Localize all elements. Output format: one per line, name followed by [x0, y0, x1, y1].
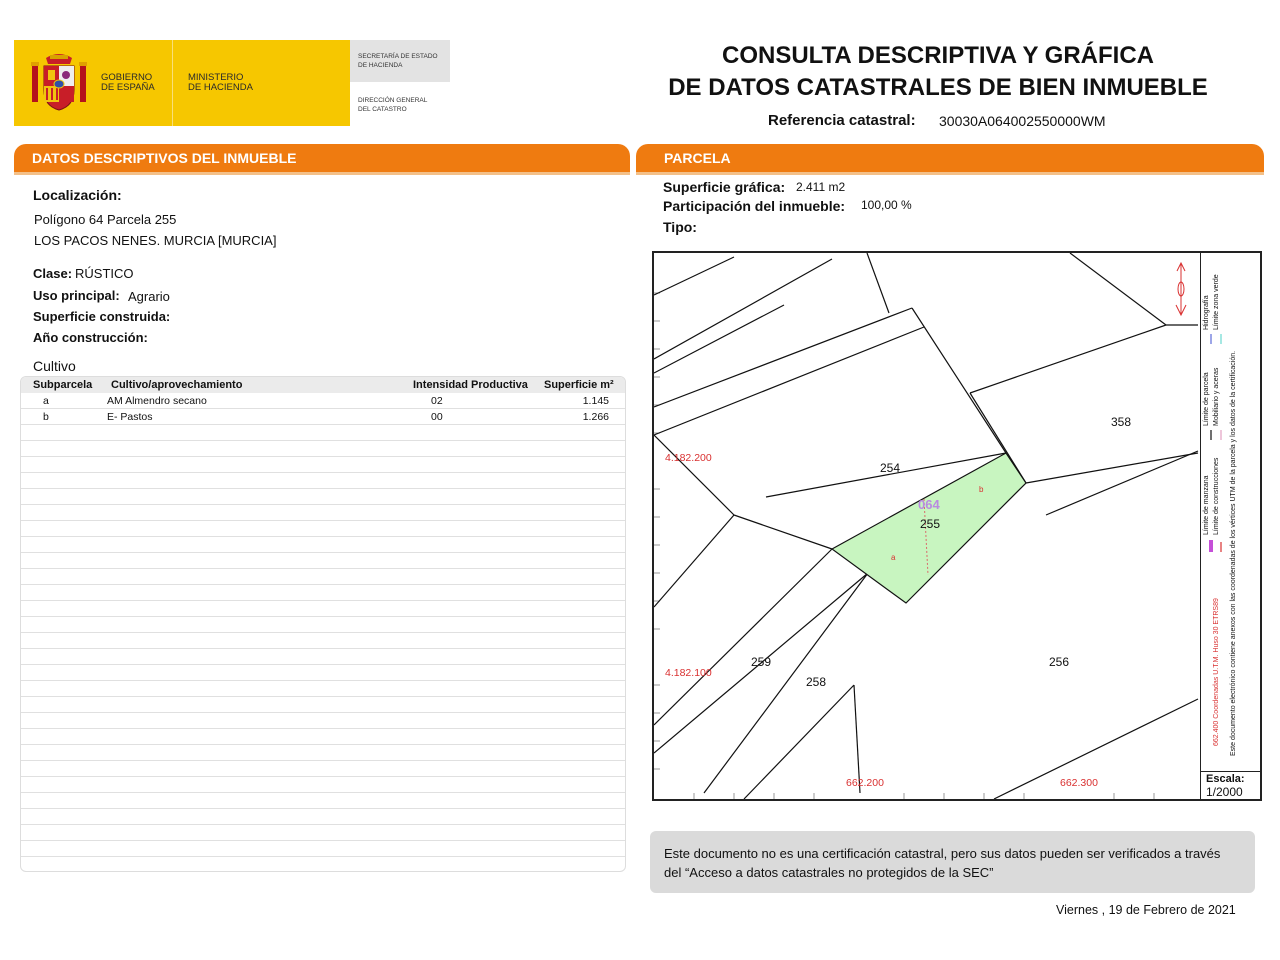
y-coord-lower: 4.182.100	[665, 667, 712, 679]
table-row	[21, 425, 625, 441]
table-row	[21, 505, 625, 521]
scale-box	[1200, 771, 1260, 799]
clase-label: Clase:	[33, 266, 73, 281]
datos-descriptivos-title-strong: INMUEBLE	[223, 150, 297, 166]
parcel-label-256: 256	[1049, 655, 1070, 669]
cultivo-table	[20, 376, 626, 872]
electronic-document-note: Este documento electrónico contiene anexos con las coordenadas de los vértices UTM de la parcela y los datos de la certificación.	[1230, 350, 1237, 756]
document-title	[650, 40, 1226, 104]
header-subparcela: Subparcela	[33, 379, 93, 391]
datos-descriptivos-title: DATOS DESCRIPTIVOS DEL	[32, 150, 224, 166]
legend-limite-parcela: Límite de parcela	[1203, 372, 1210, 426]
table-row	[21, 841, 625, 857]
participacion-value: 100,00 %	[861, 198, 912, 212]
parcel-map	[652, 251, 1262, 801]
polygon-label: 064	[918, 497, 940, 512]
parcel-map-drawing	[654, 253, 1260, 799]
subparcel-a-label: a	[891, 553, 896, 562]
table-row	[21, 601, 625, 617]
table-row	[21, 777, 625, 793]
table-row	[21, 489, 625, 505]
cell-superficie: 1.266	[582, 411, 609, 423]
superficie-construida-label: Superficie construida:	[33, 309, 171, 324]
reference-value: 30030A064002550000WM	[939, 113, 1106, 129]
table-row	[21, 585, 625, 601]
table-row	[21, 761, 625, 777]
header-superficie: Superficie m²	[544, 379, 614, 391]
anio-construccion-label: Año construcción:	[33, 330, 148, 345]
table-row	[21, 617, 625, 633]
north-arrow-icon	[1176, 263, 1186, 315]
title-line-1: CONSULTA DESCRIPTIVA Y GRÁFICA	[721, 42, 1155, 69]
parcel-label-258: 258	[806, 675, 827, 689]
table-row	[21, 729, 625, 745]
legend-limite-construcciones: Límite de construcciones	[1213, 457, 1220, 535]
legend-mobiliario-aceras: Mobiliario y aceras	[1213, 367, 1220, 426]
superficie-grafica-label: Superficie gráfica:	[663, 179, 786, 195]
table-row	[21, 825, 625, 841]
cell-cultivo: AM Almendro secano	[107, 395, 207, 407]
table-row	[21, 793, 625, 809]
scale-label: Escala:	[1206, 773, 1245, 785]
parcel-label-254: 254	[880, 461, 901, 475]
cell-subparcela: b	[43, 411, 49, 423]
gobierno-espana-label: GOBIERNO DE ESPAÑA	[101, 72, 155, 93]
table-row	[21, 633, 625, 649]
legend-limite-zona-verde: Límite zona verde	[1213, 274, 1220, 330]
cell-superficie: 1.145	[582, 395, 609, 407]
coat-of-arms-icon	[28, 52, 90, 114]
table-row	[21, 457, 625, 473]
table-row	[21, 745, 625, 761]
address-line-1: Polígono 64 Parcela 255	[34, 212, 177, 227]
bar-underline	[14, 172, 630, 175]
table-row	[21, 553, 625, 569]
table-row	[21, 569, 625, 585]
x-coord-left: 662.200	[846, 777, 884, 789]
datos-descriptivos-bar	[14, 144, 630, 172]
ministerio-hacienda-label: MINISTERIO DE HACIENDA	[188, 72, 253, 93]
uso-principal-label: Uso principal:	[33, 288, 120, 303]
title-line-2: DE DATOS CATASTRALES DE BIEN INMUEBLE	[668, 74, 1208, 101]
cell-intensidad: 02	[431, 395, 443, 407]
table-row	[21, 537, 625, 553]
legend-hidrografia: Hidrografía	[1203, 295, 1210, 330]
table-body	[21, 393, 625, 857]
direccion-general-label: DIRECCIÓN GENERAL DEL CATASTRO	[358, 97, 428, 113]
table-header	[21, 377, 625, 393]
map-legend	[1200, 252, 1260, 772]
legend-limite-manzana: Límite de manzana	[1203, 475, 1210, 535]
y-coord-upper: 4.182.200	[665, 452, 712, 464]
reference-row	[768, 112, 1106, 129]
cell-intensidad: 00	[431, 411, 443, 423]
table-row	[21, 697, 625, 713]
table-row	[21, 473, 625, 489]
table-row	[21, 681, 625, 697]
cell-subparcela: a	[43, 395, 49, 407]
parcel-label-259: 259	[751, 655, 772, 669]
scale-value: 1/2000	[1206, 785, 1243, 799]
address-line-2: LOS PACOS NENES. MURCIA [MURCIA]	[34, 233, 277, 248]
table-row	[21, 649, 625, 665]
parcel-label-358: 358	[1111, 415, 1132, 429]
table-row	[21, 521, 625, 537]
cell-cultivo: E- Pastos	[107, 411, 153, 423]
header-cultivo: Cultivo/aprovechamiento	[111, 379, 243, 391]
table-row	[21, 441, 625, 457]
table-row	[21, 409, 625, 425]
bar-underline	[636, 172, 1264, 175]
parcel-label-255: 255	[920, 517, 941, 531]
logo-divider	[172, 40, 173, 126]
superficie-grafica-value: 2.411 m2	[796, 180, 846, 194]
table-row	[21, 665, 625, 681]
document-date: Viernes , 19 de Febrero de 2021	[1056, 903, 1236, 917]
table-row	[21, 713, 625, 729]
utm-note: 662.400 Coordenadas U.T.M. Huso 30 ETRS89	[1213, 598, 1220, 746]
parcela-title: PARCELA	[664, 150, 731, 166]
secretaria-label: SECRETARÍA DE ESTADO DE HACIENDA	[358, 53, 438, 69]
header-intensidad: Intensidad Productiva	[413, 379, 528, 391]
subparcel-b-label: b	[979, 485, 984, 494]
verification-note: Este documento no es una certificación catastral, pero sus datos pueden ser verificados a través del “Acceso a datos catastrales no protegidos de la SEC”	[650, 831, 1255, 893]
table-row	[21, 809, 625, 825]
clase-value: RÚSTICO	[75, 266, 134, 281]
reference-label: Referencia catastral:	[768, 112, 916, 129]
tipo-label: Tipo:	[663, 219, 697, 235]
participacion-label: Participación del inmueble:	[663, 198, 846, 214]
uso-principal-value: Agrario	[128, 289, 170, 304]
government-header	[14, 40, 450, 126]
parcela-bar	[636, 144, 1264, 172]
cultivo-title: Cultivo	[33, 358, 76, 374]
localizacion-label: Localización:	[33, 187, 122, 203]
table-row	[21, 393, 625, 409]
x-coord-right: 662.300	[1060, 777, 1098, 789]
